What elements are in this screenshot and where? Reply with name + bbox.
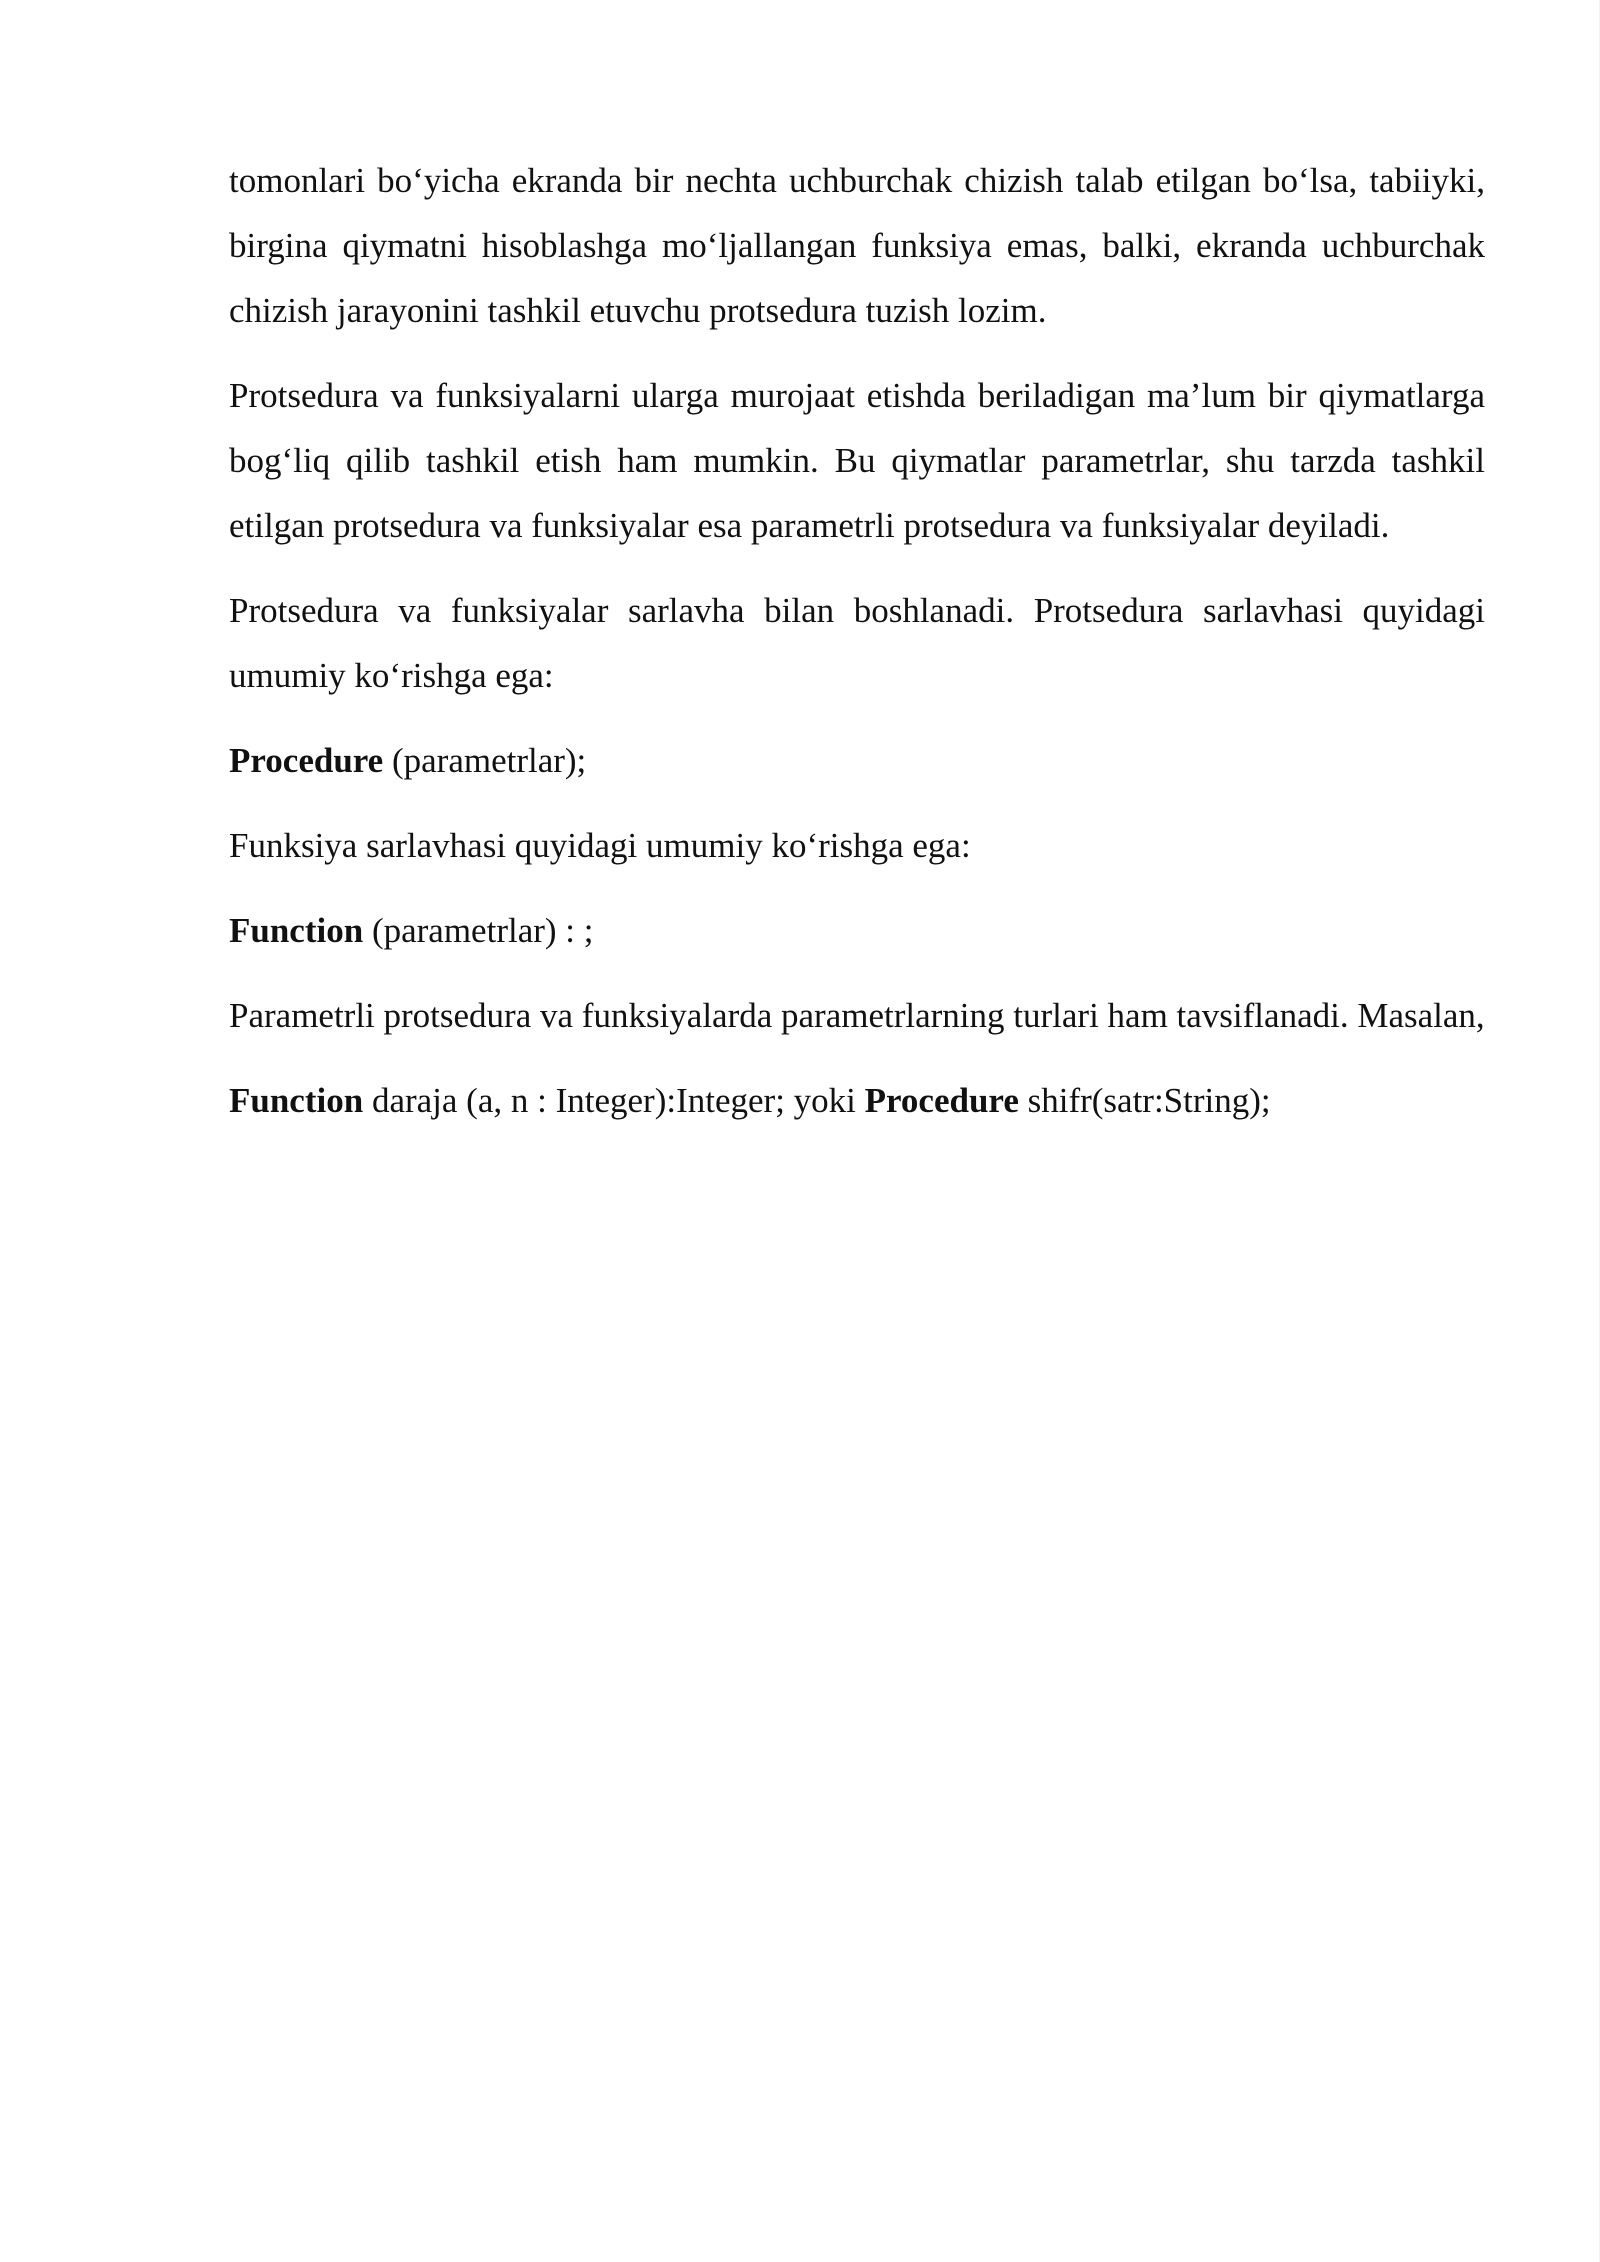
procedure-syntax-rest: (parametrlar); [383,741,587,780]
function-keyword: Function [229,911,364,950]
procedure-keyword: Procedure [229,741,384,780]
example-function-keyword: Function [229,1081,364,1120]
paragraph-triangle-drawing: tomonlari bo‘yicha ekranda bir nechta uchburchak chizish talab etilgan bo‘lsa, tabiiyki, birgina qiymatni hisoblashga mo‘ljallangan funksiya emas, balki, ekranda uchburchak chizish jarayonini tashkil etuvchu protsedura tuzish lozim. [229,161,1485,330]
example-line [229,1068,1485,1133]
example-procedure-signature: shifr(satr:String); [1018,1081,1271,1120]
procedure-syntax-line [229,728,1485,793]
example-function-signature: daraja (a, n : Integer):Integer; yoki [363,1081,865,1120]
paragraph-function-intro: Funksiya sarlavhasi quyidagi umumiy ko‘rishga ega: [229,826,971,865]
paragraph-param-types: Parametrli protsedura va funksiyalarda parametrlarning turlari ham tavsiflanadi. Masalan, [229,996,1485,1035]
example-procedure-keyword: Procedure [864,1081,1019,1120]
paragraph-headers: Protsedura va funksiyalar sarlavha bilan boshlanadi. Protsedura sarlavhasi quyidagi umumiy ko‘rishga ega: [229,591,1485,695]
function-syntax-line [229,898,1485,963]
paragraph-parameters: Protsedura va funksiyalarni ularga murojaat etishda beriladigan ma’lum bir qiymatlarga bog‘liq qilib tashkil etish ham mumkin. Bu qiymatlar parametrlar, shu tarzda tashkil etilgan protsedura va funksiyalar esa parametrli protsedura va funksiyalar deyiladi. [229,376,1485,545]
function-syntax-rest: (parametrlar) : ; [363,911,594,950]
page-body [229,148,1485,1153]
